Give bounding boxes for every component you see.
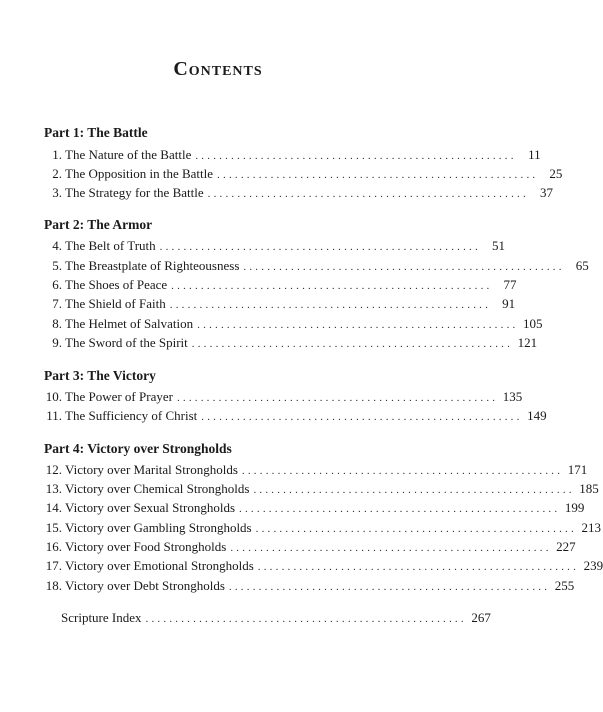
part-3-heading: Part 3: The Victory (44, 368, 156, 383)
entry-title: Victory over Debt Strongholds (65, 578, 225, 593)
entry-number: 7. (52, 296, 62, 311)
entry-number: 12. (45, 462, 62, 477)
toc-entry-17[interactable] (44, 556, 603, 575)
dot-leader: ...................................................... (253, 484, 575, 496)
entry-title: Victory over Emotional Strongholds (65, 558, 254, 573)
entry-number: 10. (45, 389, 62, 404)
entry-title: Victory over Marital Strongholds (65, 462, 238, 477)
toc-entry-15[interactable] (44, 518, 601, 537)
toc-entry-2[interactable] (44, 164, 563, 183)
dot-leader: ...................................................... (191, 338, 514, 350)
entry-page: 37 (539, 185, 553, 200)
entry-number: 15. (45, 520, 62, 535)
entry-title: The Nature of the Battle (65, 147, 192, 162)
entry-page: 135 (502, 389, 523, 404)
entry-number: 13. (45, 481, 62, 496)
entry-number: 5. (52, 258, 62, 273)
toc-entry-7[interactable] (44, 294, 516, 313)
entry-title: Victory over Gambling Strongholds (65, 520, 252, 535)
entry-page: 149 (527, 408, 547, 423)
entry-number: 16. (45, 539, 62, 554)
toc-entry-11[interactable] (44, 406, 547, 425)
toc-entry-6[interactable] (44, 275, 517, 294)
entry-title: The Power of Prayer (65, 389, 173, 404)
entry-page: 171 (567, 462, 588, 477)
entry-number: 11. (46, 408, 62, 423)
entry-title: Victory over Sexual Strongholds (65, 500, 236, 515)
toc-entry-14[interactable] (44, 498, 585, 517)
dot-leader: ...................................................... (197, 319, 519, 331)
dot-leader: ...................................................... (239, 503, 561, 515)
dot-leader: ...................................................... (217, 169, 539, 181)
entry-title: The Shoes of Peace (65, 277, 168, 292)
entry-title: The Belt of Truth (65, 238, 156, 253)
part-2-heading: Part 2: The Armor (44, 217, 153, 232)
entry-page: 11 (528, 147, 541, 162)
entry-number: 3. (52, 185, 62, 200)
entry-number: 17. (45, 558, 62, 573)
entry-title: The Shield of Faith (65, 296, 166, 311)
entry-page: 65 (575, 258, 589, 273)
entry-number: 18. (45, 578, 62, 593)
entry-number: 6. (52, 277, 62, 292)
entry-page: 51 (491, 238, 505, 253)
entry-page: 121 (517, 335, 538, 350)
entry-page: 227 (556, 539, 576, 554)
entry-number: 2. (52, 166, 62, 181)
toc-entry-16[interactable] (44, 537, 576, 556)
entry-number: 1. (52, 147, 62, 162)
entry-page: 25 (549, 166, 563, 181)
toc-entry-8[interactable] (44, 314, 543, 333)
entry-title: The Strategy for the Battle (65, 185, 204, 200)
dot-leader: ...................................................... (243, 261, 565, 273)
toc-entry-9[interactable] (44, 333, 538, 352)
dot-leader: ...................................................... (228, 581, 551, 593)
entry-title: The Helmet of Salvation (65, 316, 194, 331)
entry-number: 8. (52, 316, 62, 331)
entry-page: 213 (581, 520, 601, 535)
toc-entry-13[interactable] (44, 479, 599, 498)
toc-entry-5[interactable] (44, 256, 589, 275)
dot-leader: ...................................................... (169, 299, 492, 311)
entry-title: The Sufficiency of Christ (65, 408, 198, 423)
entry-title: Victory over Chemical Strongholds (65, 481, 250, 496)
entry-page: 91 (502, 296, 516, 311)
page-title: Contents (173, 58, 263, 80)
dot-leader: ...................................................... (257, 561, 580, 573)
entry-title: The Breastplate of Righteousness (65, 258, 240, 273)
entry-title: The Opposition in the Battle (65, 166, 214, 181)
dot-leader: ...................................................... (241, 465, 564, 477)
entry-page: 239 (583, 558, 603, 573)
entry-page: 267 (471, 610, 491, 625)
entry-page: 255 (554, 578, 575, 593)
part-1-heading: Part 1: The Battle (44, 125, 148, 140)
entry-page: 105 (522, 316, 543, 331)
entry-page: 77 (503, 277, 517, 292)
entry-page: 199 (564, 500, 585, 515)
dot-leader: ...................................................... (145, 613, 467, 625)
dot-leader: ...................................................... (176, 392, 499, 404)
toc-entry-4[interactable] (44, 236, 505, 255)
dot-leader: ...................................................... (255, 523, 577, 535)
toc-entry-12[interactable] (44, 460, 588, 479)
entry-title: Victory over Food Strongholds (65, 539, 227, 554)
toc-entry-18[interactable] (44, 576, 575, 595)
toc-entry-10[interactable] (44, 387, 523, 406)
dot-leader: ...................................................... (201, 411, 523, 423)
entry-number: 14. (45, 500, 62, 515)
entry-title: Scripture Index (61, 610, 142, 625)
toc-entry-1[interactable] (44, 145, 541, 164)
toc-entry-3[interactable] (44, 183, 553, 202)
dot-leader: ...................................................... (195, 150, 517, 162)
entry-page: 185 (579, 481, 599, 496)
toc-entry-scripture-index[interactable] (44, 608, 491, 627)
dot-leader: ...................................................... (159, 241, 481, 253)
entry-number: 9. (52, 335, 62, 350)
dot-leader: ...................................................... (207, 188, 529, 200)
part-4-heading: Part 4: Victory over Strongholds (44, 441, 232, 456)
entry-number: 4. (52, 238, 62, 253)
entry-title: The Sword of the Spirit (65, 335, 188, 350)
dot-leader: ...................................................... (171, 280, 493, 292)
dot-leader: ...................................................... (230, 542, 552, 554)
